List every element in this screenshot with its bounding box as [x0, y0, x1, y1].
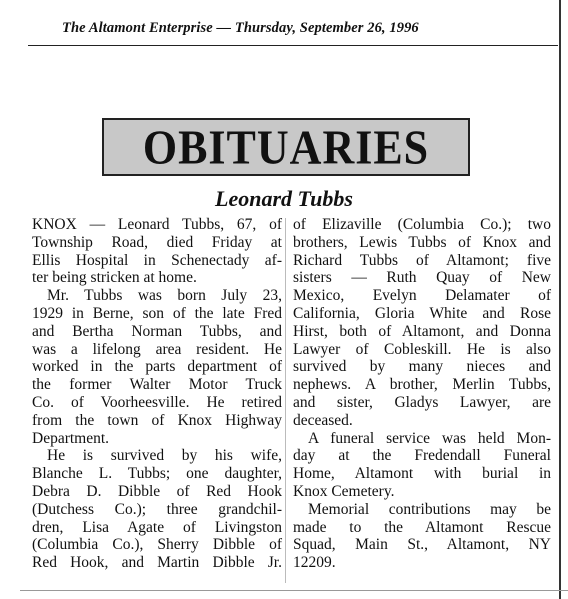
text-line: and sister, Gladys Lawyer, are: [293, 393, 551, 411]
text-line: (Columbia Co.), Sherry Dibble of: [32, 536, 282, 554]
text-line: day at the Fredendall Funeral: [293, 447, 551, 465]
text-line: Memorial contributions may be: [308, 500, 551, 518]
text-line: of Elizaville (Columbia Co.); two: [293, 216, 551, 233]
text-line: Hirst, both of Altamont, and Donna: [293, 322, 551, 340]
text-line: A funeral service was held Mon-: [308, 429, 551, 447]
text-line: 12209.: [293, 554, 336, 572]
masthead-rule: [28, 45, 558, 46]
text-line: from the town of Knox Highway: [32, 411, 282, 429]
text-line: the former Walter Motor Truck: [32, 376, 282, 394]
text-line: and Bertha Norman Tubbs, and: [32, 322, 282, 340]
masthead: The Altamont Enterprise — Thursday, September 26, 1996: [62, 20, 419, 36]
text-line: California, Gloria White and Rose: [293, 304, 551, 322]
text-line: Mr. Tubbs was born July 23,: [47, 287, 282, 305]
text-line: Department.: [32, 429, 110, 447]
text-line: He is survived by his wife,: [47, 447, 282, 465]
text-line: 1929 in Berne, son of the late Fred: [32, 304, 282, 322]
text-line: dren, Lisa Agate of Livingston: [32, 518, 282, 536]
text-line: (Dutchess Co.); three grandchil-: [32, 500, 282, 518]
text-line: Mexico, Evelyn Delamater of: [293, 287, 551, 305]
text-line: Debra D. Dibble of Red Hook: [32, 482, 282, 500]
right-column: [293, 216, 551, 572]
section-banner: [102, 118, 470, 176]
text-line: Home, Altamont with burial in: [293, 465, 551, 483]
text-line: ter being stricken at home.: [32, 269, 197, 287]
text-line: Co. of Voorheesville. He retired: [32, 393, 282, 411]
text-line: brothers, Lewis Tubbs of Knox and: [293, 233, 551, 251]
text-line: Lawyer of Cobleskill. He is also: [293, 340, 551, 358]
text-line: sisters — Ruth Quay of New: [293, 269, 551, 287]
text-line: KNOX — Leonard Tubbs, 67, of: [32, 216, 282, 233]
left-column: [32, 216, 282, 572]
text-line: made to the Altamont Rescue: [293, 518, 551, 536]
text-line: Township Road, died Friday at: [32, 233, 282, 251]
text-line: Red Hook, and Martin Dibble Jr.: [32, 554, 282, 572]
page-edge-right: [559, 0, 561, 599]
text-line: Ellis Hospital in Schenectady af-: [32, 251, 282, 269]
page-edge-bottom: [20, 590, 568, 591]
section-title: OBITUARIES: [142, 120, 430, 174]
text-line: deceased.: [293, 411, 353, 429]
column-divider: [285, 218, 286, 583]
text-line: Squad, Main St., Altamont, NY: [293, 536, 551, 554]
text-line: was a lifelong area resident. He: [32, 340, 282, 358]
text-line: nephews. A brother, Merlin Tubbs,: [293, 376, 551, 394]
text-line: Knox Cemetery.: [293, 482, 395, 500]
text-line: survived by many nieces and: [293, 358, 551, 376]
text-line: Richard Tubbs of Altamont; five: [293, 251, 551, 269]
text-line: Blanche L. Tubbs; one daughter,: [32, 465, 282, 483]
text-line: worked in the parts department of: [32, 358, 282, 376]
obituary-headline: Leonard Tubbs: [215, 186, 353, 211]
